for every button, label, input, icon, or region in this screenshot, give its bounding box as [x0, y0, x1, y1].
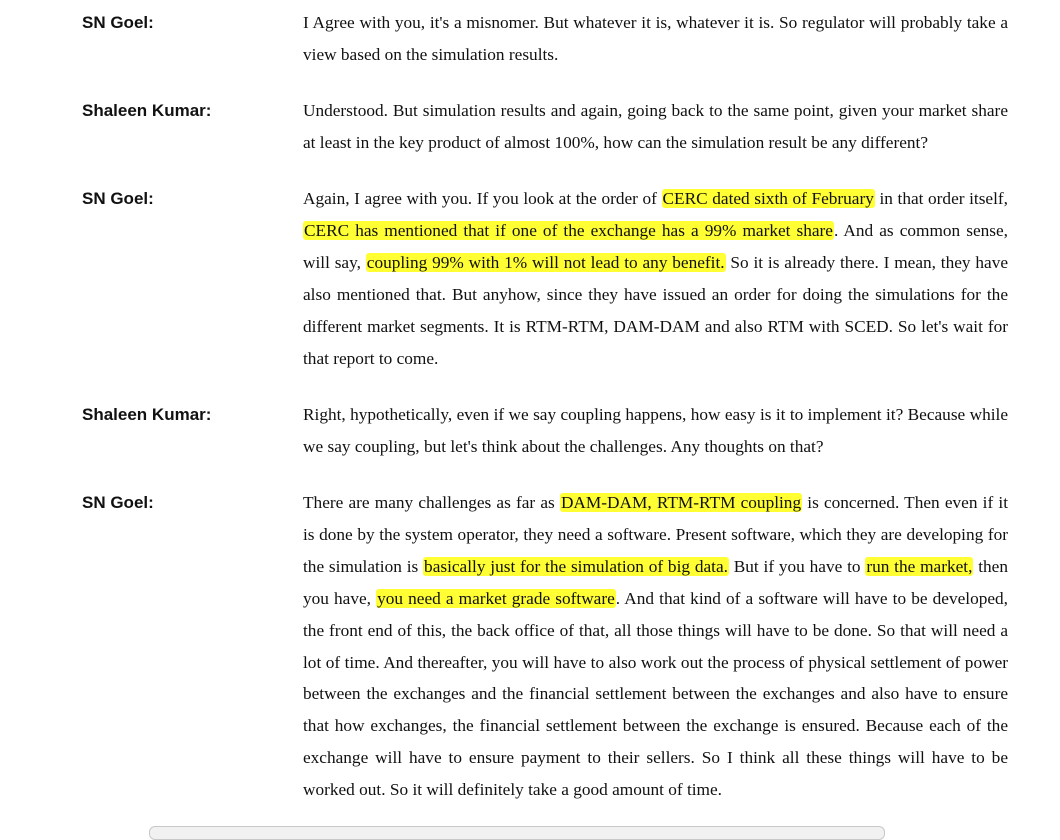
highlighted-segment: coupling 99% with 1% will not lead to any benefit.	[366, 252, 725, 272]
highlighted-segment: CERC has mentioned that if one of the exchange has a 99% market share	[304, 220, 833, 240]
speaker-name: SN Goel:	[82, 493, 154, 512]
speech-text	[303, 95, 1008, 159]
speech-segment: . And as common sense, will say,	[303, 220, 1008, 272]
speaker-name: Shaleen Kumar:	[82, 101, 212, 120]
speaker-name: Shaleen Kumar:	[82, 405, 212, 424]
speech-segment: . And that kind of a software will have to be developed, the front end of this, the back office of that, all those things will have to be done. So that will need a lot of time. And thereafter, you will have to also work out the process of physical settlement of power between the exchanges and the financial settlement between the exchanges and also have to ensure that how exchanges, the financial settlement between the exchange is ensured. Because each of the exchange will have to ensure payment to their sellers. So I think all these things will have to be worked out. So it will definitely take a good amount of time.	[303, 588, 1009, 800]
speech-segment: then you have,	[303, 556, 1008, 608]
speech-text	[303, 487, 1008, 806]
speech-segment: Again, I agree with you. If you look at the order of	[303, 189, 662, 208]
speech-segment: Understood. But simulation results and again, going back to the same point, given your market share at least in the key product of almost 100%, how can the simulation result be any different?	[303, 101, 1008, 152]
speech-text	[303, 183, 1008, 374]
horizontal-scrollbar[interactable]	[149, 826, 885, 840]
highlighted-segment: CERC dated sixth of February	[662, 189, 874, 208]
speech-text	[303, 7, 1008, 71]
speech-segment: But if you have to	[728, 556, 866, 576]
speech-segment: is concerned. Then even if it is done by the system operator, they need a software. Present software, which they are developing for the simulation is	[303, 493, 1008, 576]
speech-segment: There are many challenges as far as	[303, 493, 560, 512]
highlighted-segment: run the market,	[866, 556, 973, 576]
highlighted-segment: DAM-DAM, RTM-RTM coupling	[560, 493, 802, 512]
highlighted-segment: basically just for the simulation of big data.	[424, 556, 728, 576]
speech-segment: I Agree with you, it's a misnomer. But whatever it is, whatever it is. So regulator will probably take a view based on the simulation results.	[303, 13, 1008, 64]
speaker-name: SN Goel:	[82, 189, 154, 208]
speech-segment: So it is already there. I mean, they have also mentioned that. But anyhow, since they have issued an order for doing the simulations for the different market segments. It is RTM-RTM, DAM-DAM and also RTM with SCED. So let's wait for that report to come.	[303, 252, 1008, 368]
speaker-name: SN Goel:	[82, 13, 154, 32]
speech-text	[303, 399, 1008, 463]
speech-segment: Right, hypothetically, even if we say coupling happens, how easy is it to implement it? Because while we say coupling, but let's think about the challenges. Any thoughts on that?	[303, 405, 1008, 456]
speech-segment: in that order itself,	[874, 189, 1008, 208]
highlighted-segment: you need a market grade software	[377, 588, 615, 608]
